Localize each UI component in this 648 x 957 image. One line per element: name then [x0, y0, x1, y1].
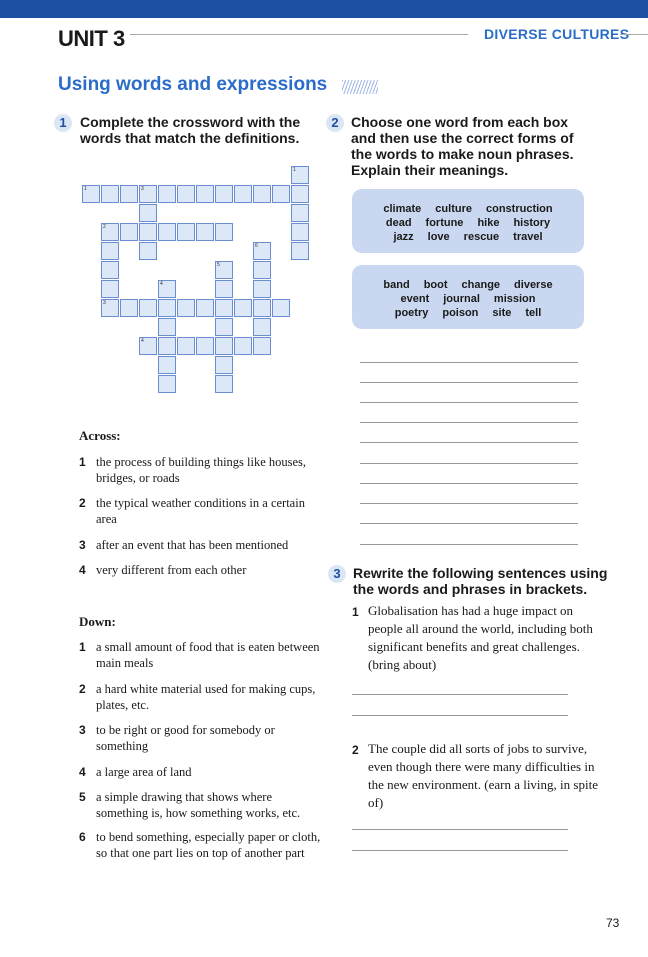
clue-text: to bend something, especially paper or cloth,	[96, 830, 321, 844]
word: love	[427, 231, 450, 243]
answer-line[interactable]	[360, 523, 578, 524]
sentence-number: 2	[352, 743, 359, 757]
crossword-cell[interactable]	[291, 185, 309, 203]
q1-instruction-line-2: words that match the definitions.	[80, 130, 300, 146]
crossword-cell[interactable]	[120, 223, 138, 241]
crossword-cell[interactable]	[272, 185, 290, 203]
crossword-cell[interactable]	[234, 299, 252, 317]
crossword-cell[interactable]	[215, 223, 233, 241]
word: mission	[493, 293, 536, 305]
crossword-cell[interactable]	[253, 337, 271, 355]
clue-number: 2	[79, 682, 86, 696]
crossword-cell[interactable]	[177, 299, 195, 317]
word: dead	[385, 217, 412, 229]
crossword-cell[interactable]	[291, 204, 309, 222]
word-row	[352, 307, 584, 319]
crossword-cell[interactable]	[101, 261, 119, 279]
question-1-number: 1	[54, 114, 72, 132]
crossword-cell[interactable]	[158, 185, 176, 203]
crossword-cell[interactable]	[196, 299, 214, 317]
crossword-cell[interactable]	[253, 261, 271, 279]
sentence-line: people all around the world, including both	[368, 621, 593, 636]
sentence-line: even though there were many difficulties in	[368, 759, 595, 774]
answer-line[interactable]	[360, 442, 578, 443]
crossword-cell[interactable]	[253, 185, 271, 203]
word: construction	[485, 203, 553, 215]
answer-line[interactable]	[360, 422, 578, 423]
sentence-line: the new environment. (earn a living, in spite	[368, 777, 598, 792]
crossword-cell[interactable]	[215, 280, 233, 298]
crossword-cell[interactable]	[253, 280, 271, 298]
word: travel	[513, 231, 543, 243]
clue-number: 4	[79, 563, 86, 577]
question-3-number: 3	[328, 565, 346, 583]
crossword-cell[interactable]	[234, 337, 252, 355]
section-title: Using words and expressions	[58, 74, 328, 95]
clue-text: area	[96, 512, 117, 526]
clue-text: main meals	[96, 656, 154, 670]
clue-number: 2	[79, 496, 86, 510]
clue-text: the process of building things like houses,	[96, 455, 307, 469]
answer-line[interactable]	[360, 544, 578, 545]
crossword-cell[interactable]	[158, 299, 176, 317]
crossword-cell[interactable]	[177, 223, 195, 241]
answer-line[interactable]	[352, 715, 568, 716]
crossword-cell[interactable]	[158, 318, 176, 336]
crossword-cell[interactable]	[215, 185, 233, 203]
crossword-cell[interactable]	[215, 318, 233, 336]
crossword-cell[interactable]	[291, 223, 309, 241]
crossword-cell[interactable]	[139, 223, 157, 241]
crossword-cell[interactable]	[253, 318, 271, 336]
page-number: 73	[606, 916, 620, 930]
word: poetry	[394, 307, 429, 319]
clue-text: after an event that has been mentioned	[96, 538, 289, 552]
word-row	[352, 279, 584, 291]
word-row	[352, 293, 584, 305]
sentence-line: The couple did all sorts of jobs to survive,	[368, 741, 588, 756]
word: jazz	[393, 231, 414, 243]
clue-text: plates, etc.	[96, 698, 150, 712]
q2-instruction-line-2: and then use the correct forms of	[351, 130, 574, 146]
q2-instruction-line-3: the words to make noun phrases.	[351, 146, 574, 162]
word: change	[461, 279, 501, 291]
word: band	[383, 279, 410, 291]
crossword-cell[interactable]	[215, 375, 233, 393]
crossword-cell[interactable]	[215, 299, 233, 317]
top-color-bar	[0, 0, 648, 18]
answer-line[interactable]	[352, 829, 568, 830]
word-row	[352, 217, 584, 229]
crossword-cell[interactable]	[139, 299, 157, 317]
unit-title: UNIT 3	[58, 26, 125, 51]
crossword-cell[interactable]	[158, 356, 176, 374]
sentence-number: 1	[352, 605, 359, 619]
clue-text: a hard white material used for making cups,	[96, 682, 316, 696]
sentence-line: (bring about)	[368, 657, 437, 672]
crossword-cell[interactable]	[196, 185, 214, 203]
answer-line[interactable]	[360, 382, 578, 383]
crossword-cell[interactable]	[158, 223, 176, 241]
crossword-cell[interactable]	[177, 337, 195, 355]
crossword-cell[interactable]	[291, 242, 309, 260]
word: boot	[423, 279, 448, 291]
crossword-cell[interactable]	[120, 299, 138, 317]
word: diverse	[514, 279, 553, 291]
crossword-clue-number: 6	[255, 243, 258, 249]
clue-text: the typical weather conditions in a certain	[96, 496, 305, 510]
crossword-clue-number: 3	[141, 186, 144, 192]
clue-number: 5	[79, 790, 86, 804]
answer-line[interactable]	[352, 850, 568, 851]
word: hike	[477, 217, 500, 229]
sentence-line: Globalisation has had a huge impact on	[368, 603, 574, 618]
q3-instruction-line-2: the words and phrases in brackets.	[353, 581, 588, 597]
answer-line[interactable]	[360, 402, 578, 403]
clue-text: very different from each other	[96, 563, 247, 577]
clue-text: a large area of land	[96, 765, 192, 779]
crossword-cell[interactable]	[120, 185, 138, 203]
word-box-1	[352, 189, 584, 253]
crossword-cell[interactable]	[158, 375, 176, 393]
crossword-cell[interactable]	[196, 223, 214, 241]
crossword-cell[interactable]	[215, 337, 233, 355]
crossword-cell[interactable]	[234, 185, 252, 203]
word: history	[513, 217, 551, 229]
clue-number: 4	[79, 765, 86, 779]
word: fortune	[425, 217, 464, 229]
clue-number: 3	[79, 723, 86, 737]
header-rule-right	[620, 34, 648, 35]
word-row	[352, 231, 584, 243]
word: rescue	[463, 231, 500, 243]
clue-text: to be right or good for somebody or	[96, 723, 275, 737]
crossword-cell[interactable]	[158, 337, 176, 355]
q2-instruction-line-1: Choose one word from each box	[351, 114, 569, 130]
across-title: Across:	[79, 428, 121, 443]
crossword-cell[interactable]	[139, 242, 157, 260]
crossword-cell[interactable]	[177, 185, 195, 203]
clue-number: 3	[79, 538, 86, 552]
word: tell	[525, 307, 542, 319]
clue-text: so that one part lies on top of another part	[96, 846, 305, 860]
clue-number: 6	[79, 830, 86, 844]
crossword-clue-number: 3	[103, 300, 106, 306]
crossword-cell[interactable]	[101, 242, 119, 260]
crossword-cell[interactable]	[215, 356, 233, 374]
answer-line[interactable]	[360, 463, 578, 464]
crossword-cell[interactable]	[139, 204, 157, 222]
answer-line[interactable]	[360, 503, 578, 504]
q3-instruction-line-1: Rewrite the following sentences using	[353, 565, 608, 581]
clue-number: 1	[79, 455, 86, 469]
down-title: Down:	[79, 614, 116, 629]
crossword-clue-number: 4	[160, 281, 163, 287]
crossword-cell[interactable]	[196, 337, 214, 355]
q2-instruction-line-4: Explain their meanings.	[351, 162, 509, 178]
clue-text: a small amount of food that is eaten between	[96, 640, 320, 654]
clue-number: 1	[79, 640, 86, 654]
answer-line[interactable]	[352, 694, 568, 695]
sentence-line: significant benefits and great challenges.	[368, 639, 580, 654]
crossword-cell[interactable]	[253, 299, 271, 317]
crossword-cell[interactable]	[101, 280, 119, 298]
word: event	[400, 293, 430, 305]
clue-text: something	[96, 739, 149, 753]
answer-line[interactable]	[360, 483, 578, 484]
question-2-number: 2	[326, 114, 344, 132]
word: climate	[383, 203, 422, 215]
unit-topic: DIVERSE CULTURES	[484, 26, 630, 42]
word-row	[352, 203, 584, 215]
word: site	[492, 307, 512, 319]
q1-instruction-line-1: Complete the crossword with the	[80, 114, 301, 130]
clue-text: a simple drawing that shows where	[96, 790, 273, 804]
word-box-2	[352, 265, 584, 329]
crossword-cell[interactable]	[272, 299, 290, 317]
crossword-clue-number: 1	[84, 186, 87, 192]
sentence-line: of)	[368, 795, 384, 810]
clue-text: something is, how something works, etc.	[96, 806, 301, 820]
hatch-decoration	[342, 80, 378, 94]
crossword-clue-number: 5	[217, 262, 220, 268]
crossword-clue-number: 1	[293, 167, 296, 173]
word: journal	[443, 293, 480, 305]
crossword-clue-number: 4	[141, 338, 144, 344]
header-rule	[130, 34, 468, 35]
answer-line[interactable]	[360, 362, 578, 363]
crossword-clue-number: 2	[103, 224, 106, 230]
word: poison	[442, 307, 479, 319]
clue-text: bridges, or roads	[96, 471, 180, 485]
word: culture	[435, 203, 472, 215]
crossword-cell[interactable]	[101, 185, 119, 203]
